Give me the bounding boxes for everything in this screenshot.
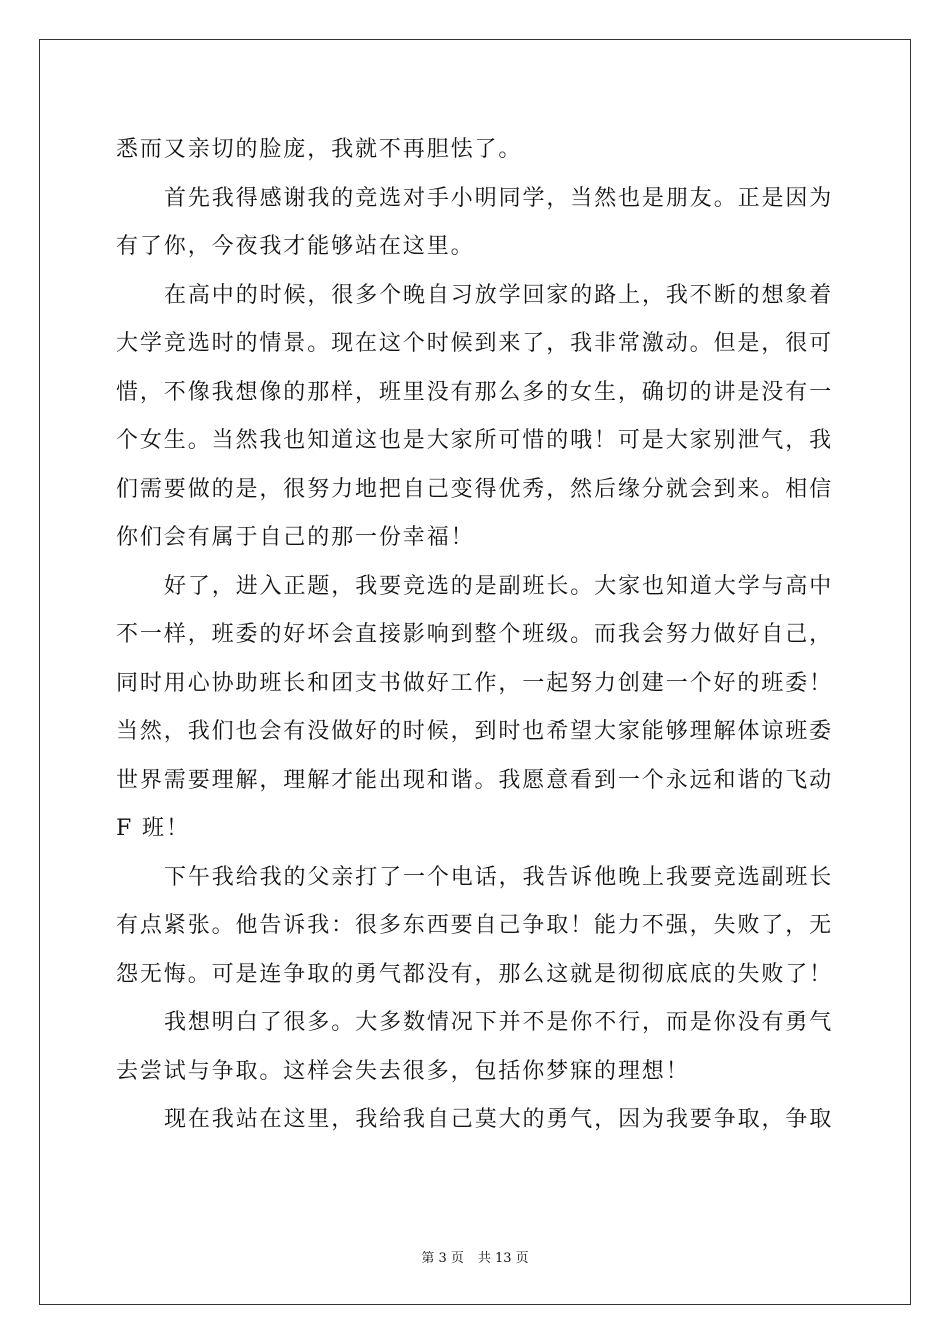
paragraph-start-line: 好了，进入正题，我要竞选的是副班长。大家也知道大学与高中 xyxy=(164,573,834,599)
text-line: F 班！ xyxy=(116,816,190,841)
text-line: 大学竞选时的情景。现在这个时候到来了，我非常激动。但是，很可 xyxy=(116,331,834,356)
page-number-current: 第 3 页 xyxy=(421,1251,464,1266)
text-line: 怨无悔。可是连争取的勇气都没有，那么这就是彻彻底底的失败了！ xyxy=(116,961,834,987)
paragraph-start-line: 在高中的时候，很多个晚自习放学回家的路上，我不断的想象着 xyxy=(164,282,834,308)
document-body xyxy=(116,126,836,1145)
text-line: 不一样，班委的好坏会直接影响到整个班级。而我会努力做好自己， xyxy=(116,622,834,647)
text-line: 同时用心协助班长和团支书做好工作，一起努力创建一个好的班委！ xyxy=(116,670,834,696)
paragraph-start-line: 我想明白了很多。大多数情况下并不是你不行，而是你没有勇气 xyxy=(164,1010,834,1035)
page-number-total: 共 13 页 xyxy=(477,1251,529,1266)
text-line: 悉而又亲切的脸庞，我就不再胆怯了。 xyxy=(116,137,523,162)
paragraph-start-line: 现在我站在这里，我给我自己莫大的勇气，因为我要争取，争取 xyxy=(164,1107,834,1132)
text-line: 们需要做的是，很努力地把自己变得优秀，然后缘分就会到来。相信 xyxy=(116,476,834,502)
page-footer xyxy=(0,1247,950,1266)
text-line: 当然，我们也会有没做好的时候，到时也希望大家能够理解体谅班委 xyxy=(116,719,834,744)
text-line: 有点紧张。他告诉我：很多东西要自己争取！能力不强，失败了，无 xyxy=(116,913,834,938)
text-line: 世界需要理解，理解才能出现和谐。我愿意看到一个永远和谐的飞动 xyxy=(116,767,834,793)
paragraph-start-line: 下午我给我的父亲打了一个电话，我告诉他晚上我要竞选副班长 xyxy=(164,864,834,890)
paragraph-start-line: 首先我得感谢我的竞选对手小明同学，当然也是朋友。正是因为 xyxy=(164,185,834,211)
text-line: 个女生。当然我也知道这也是大家所可惜的哦！可是大家别泄气，我 xyxy=(116,428,834,453)
text-line: 你们会有属于自己的那一份幸福！ xyxy=(116,525,475,550)
text-line: 去尝试与争取。这样会失去很多，包括你梦寐的理想！ xyxy=(116,1058,690,1084)
text-line: 有了你，今夜我才能够站在这里。 xyxy=(116,234,475,259)
text-line: 惜，不像我想像的那样，班里没有那么多的女生，确切的讲是没有一 xyxy=(116,379,834,405)
